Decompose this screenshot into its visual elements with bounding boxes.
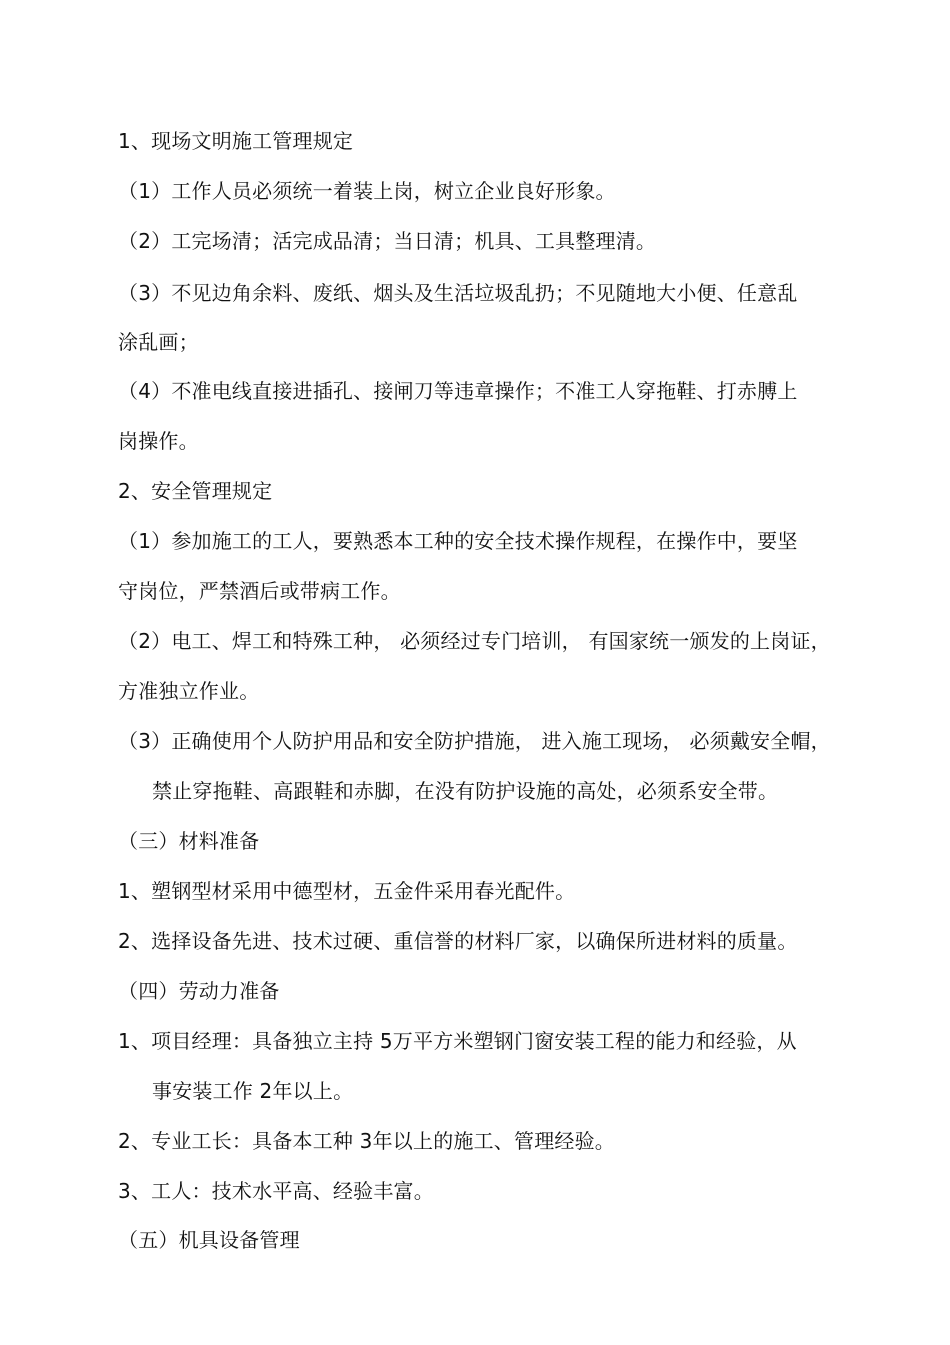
paragraph-line: （4）不准电线直接进插孔、接闸刀等违章操作；不准工人穿拖鞋、打赤膊上: [118, 379, 798, 403]
paragraph-line: （1）参加施工的工人，要熟悉本工种的安全技术操作规程，在操作中，要坚: [118, 529, 798, 553]
paragraph-line: 岗操作。: [118, 429, 199, 453]
paragraph-line: 禁止穿拖鞋、高跟鞋和赤脚，在没有防护设施的高处，必须系安全带。: [152, 779, 779, 803]
heading-materials-preparation: （三）材料准备: [118, 829, 260, 853]
paragraph-line: 1、塑钢型材采用中德型材，五金件采用春光配件。: [118, 879, 576, 903]
paragraph-line: （3）正确使用个人防护用品和安全防护措施， 进入施工现场， 必须戴安全帽，: [118, 729, 831, 753]
paragraph-line: （2）电工、焊工和特殊工种， 必须经过专门培训， 有国家统一颁发的上岗证，: [118, 629, 831, 653]
paragraph-line: 涂乱画；: [118, 330, 199, 354]
paragraph-line: （3）不见边角余料、废纸、烟头及生活垃圾乱扔；不见随地大小便、任意乱: [118, 281, 798, 305]
paragraph-line: （1）工作人员必须统一着装上岗，树立企业良好形象。: [118, 179, 616, 203]
heading-civilized-construction: 1、现场文明施工管理规定: [118, 129, 354, 153]
heading-equipment-management: （五）机具设备管理: [118, 1228, 300, 1252]
paragraph-line: 方准独立作业。: [118, 679, 260, 703]
heading-safety-management: 2、安全管理规定: [118, 479, 273, 503]
paragraph-line: 事安装工作 2年以上。: [152, 1079, 354, 1103]
paragraph-line: （2）工完场清；活完成品清；当日清；机具、工具整理清。: [118, 229, 657, 253]
paragraph-line: 3、工人：技术水平高、经验丰富。: [118, 1179, 434, 1203]
paragraph-line: 2、专业工长：具备本工种 3年以上的施工、管理经验。: [118, 1129, 616, 1153]
paragraph-line: 1、项目经理：具备独立主持 5万平方米塑钢门窗安装工程的能力和经验，从: [118, 1029, 797, 1053]
paragraph-line: 2、选择设备先进、技术过硬、重信誉的材料厂家，以确保所进材料的质量。: [118, 929, 798, 953]
heading-labor-preparation: （四）劳动力准备: [118, 979, 280, 1003]
paragraph-line: 守岗位，严禁酒后或带病工作。: [118, 579, 401, 603]
